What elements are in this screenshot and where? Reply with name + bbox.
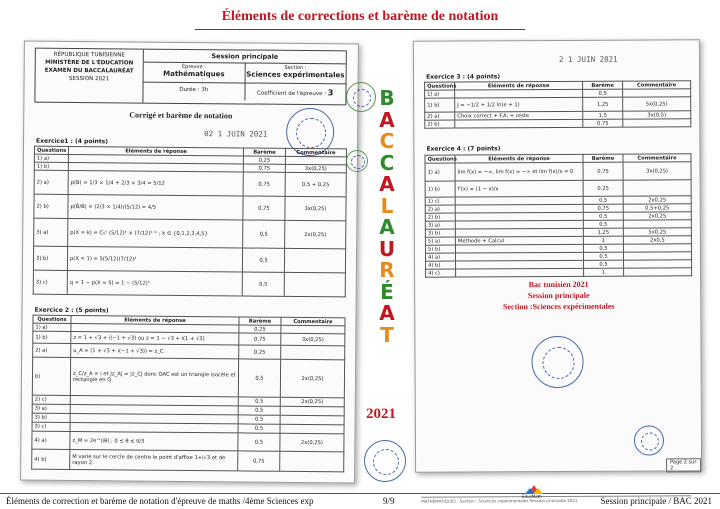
comment-cell bbox=[624, 268, 692, 276]
question-cell: 1) b) bbox=[34, 162, 68, 170]
col-commentaire: Commentaire bbox=[281, 317, 345, 326]
ministry-block bbox=[35, 49, 143, 103]
epreuve-value: Mathématiques bbox=[163, 69, 225, 79]
col-bareme: Barème bbox=[583, 154, 623, 162]
bareme-cell: 0,5 bbox=[584, 260, 624, 268]
comment-cell: 3x(0,5) bbox=[623, 111, 691, 119]
ministry-seal-icon bbox=[364, 440, 406, 482]
question-cell: 4) a) bbox=[32, 431, 70, 449]
title-letter: B bbox=[379, 86, 395, 110]
comment-cell: 3x(0,25) bbox=[285, 164, 346, 173]
question-cell: 1) a) bbox=[33, 323, 71, 331]
duration: Durée : 3h bbox=[143, 83, 245, 101]
section-value: Sciences expérimentales bbox=[246, 70, 345, 80]
comment-cell bbox=[284, 272, 345, 297]
answer-cell bbox=[456, 268, 584, 277]
comment-cell: 2x0,25 bbox=[623, 196, 691, 204]
date-stamp: 02 1 JUIN 2021 bbox=[204, 129, 268, 139]
exam-header bbox=[34, 48, 346, 106]
date-stamp-right: 2 1 JUIN 2021 bbox=[558, 54, 618, 64]
bareme-cell: 0,75 bbox=[583, 162, 623, 180]
bareme-cell: 0,75 bbox=[583, 119, 623, 127]
bareme-cell: 1,25 bbox=[583, 228, 623, 236]
question-cell: 5) a) bbox=[425, 237, 455, 245]
table-row bbox=[425, 119, 691, 128]
col-questions: Questions bbox=[34, 146, 68, 154]
sheet-footer: MATHÉMATIQUES - Section : Sciences expérimentales Session principale 2021 bbox=[421, 495, 691, 503]
answer-cell: J = −1/2 + 1/2 ln(e + 1) bbox=[455, 97, 583, 112]
question-cell: 3) c) bbox=[33, 270, 67, 294]
footer-right-text: Session principale / BAC 2021 bbox=[600, 496, 712, 506]
bareme-cell: 0,75 bbox=[239, 333, 281, 345]
title-letter: A bbox=[379, 301, 395, 325]
col-elements: Eléments de réponse bbox=[455, 81, 583, 90]
small-seal-right-icon bbox=[634, 425, 664, 455]
question-cell: 3) c) bbox=[32, 422, 70, 431]
comment-cell: 2x(0,25) bbox=[280, 359, 344, 398]
note-line-1: Bac tunisien 2021 bbox=[528, 279, 589, 290]
bareme-cell: 0,75 bbox=[243, 196, 285, 220]
title-letter: R bbox=[379, 258, 395, 282]
comment-cell bbox=[281, 345, 345, 360]
title-letter: A bbox=[379, 172, 395, 196]
bareme-cell: 0,5 bbox=[238, 397, 280, 406]
baccalaureat-vertical-title bbox=[374, 88, 400, 346]
comment-cell: 2x0,5 bbox=[623, 236, 691, 244]
bareme-cell: 1 bbox=[583, 236, 623, 244]
bareme-cell: 0,75 bbox=[243, 164, 285, 172]
question-cell: 1) c) bbox=[425, 197, 455, 205]
comment-cell: 2x(0,25) bbox=[280, 397, 344, 407]
answer-cell: p(B) = 1/3 × 1/4 + 2/3 × 3/4 = 5/12 bbox=[68, 170, 243, 196]
comment-cell: 3x(0,25) bbox=[623, 162, 691, 180]
page-title: Éléments de corrections et barème de notation bbox=[221, 9, 499, 24]
col-commentaire: Commentaire bbox=[623, 154, 691, 162]
table-row bbox=[34, 194, 346, 221]
epreuve-cell bbox=[144, 63, 246, 83]
exercise2-table bbox=[31, 315, 345, 473]
session-label: Session principale bbox=[144, 50, 346, 65]
bareme-cell: 0,5 bbox=[583, 244, 623, 252]
answer-cell: u_A = (1 + √3 + i(−1 + √3)) = z_C bbox=[71, 343, 239, 358]
col-commentaire: Commentaire bbox=[285, 148, 346, 157]
title-letter: A bbox=[379, 215, 395, 239]
comment-cell bbox=[623, 119, 691, 127]
bareme-cell: 0,5 bbox=[583, 196, 623, 204]
bareme-cell: 0,5 bbox=[238, 359, 280, 397]
bareme-cell: 0,75 bbox=[238, 451, 280, 471]
answer-cell: lim f(x) = −∞, lim f(x) = −∞ et lim f(x)/x = 0 bbox=[455, 162, 583, 181]
question-cell: 3) b) bbox=[32, 413, 70, 422]
question-cell: 2) b) bbox=[425, 213, 455, 221]
title-letter: C bbox=[379, 150, 395, 175]
comment-cell bbox=[284, 248, 345, 273]
answer-cell: p(B̄/B) = (2/3 × 1/4)/(5/12) = 4/5 bbox=[68, 194, 243, 220]
exercise2-title: Exercice 2 : (5 points) bbox=[34, 306, 109, 315]
question-cell: 1) a) bbox=[34, 154, 68, 162]
question-cell: 2) b) bbox=[34, 194, 68, 218]
title-letter: É bbox=[380, 279, 394, 304]
table-row bbox=[425, 180, 691, 197]
table-row bbox=[33, 270, 345, 297]
corrige-title: Corrigé et barème de notation bbox=[129, 110, 233, 121]
question-cell: 1) b) bbox=[425, 98, 455, 112]
question-cell: 1) a) bbox=[425, 163, 455, 181]
question-cell: 4) b) bbox=[32, 449, 70, 469]
green-seal-small-icon bbox=[346, 150, 368, 172]
title-letter: U bbox=[378, 236, 396, 261]
bareme-cell: 0,5 bbox=[243, 220, 285, 248]
col-elements: Eléments de réponse bbox=[71, 315, 239, 324]
bareme-cell: 0,25 bbox=[243, 156, 285, 164]
coefficient-cell bbox=[245, 83, 346, 101]
bareme-cell: 0,5 bbox=[238, 424, 280, 433]
left-correction-sheet bbox=[20, 41, 359, 484]
official-seal-right-icon bbox=[531, 336, 583, 388]
question-cell: 3) b) bbox=[425, 229, 455, 237]
question-cell: 3) b) bbox=[33, 246, 67, 270]
answer-cell: p(X = k) = C₅ᵏ (5/12)ᵏ × (7/12)⁵⁻ᵏ ; k ∈ {0,1,2,3,4,5} bbox=[68, 218, 243, 248]
ministry-line: MINISTÈRE DE L'ÉDUCATION bbox=[45, 59, 134, 67]
question-cell: 3) a) bbox=[425, 221, 455, 229]
logo-text: EducMath bbox=[522, 494, 542, 499]
bareme-cell: 0,25 bbox=[583, 180, 623, 196]
comment-cell: 0,5 + 0,25 bbox=[285, 172, 346, 197]
question-cell: 2) a) bbox=[425, 205, 455, 213]
bareme-cell: 0,5 bbox=[583, 252, 623, 260]
question-cell: 2) a) bbox=[33, 343, 71, 357]
table-row bbox=[426, 268, 692, 277]
note-line-3: Section :Sciences expérimentales bbox=[502, 301, 615, 312]
title-underline bbox=[195, 29, 525, 30]
footer-left-text: Éléments de correction et barème de notation d'épreuve de maths /4ème Sciences exp bbox=[6, 496, 314, 506]
table-row bbox=[33, 246, 345, 273]
col-bareme: Barème bbox=[583, 81, 623, 89]
bottom-footer bbox=[0, 493, 720, 509]
question-cell: 2) a) bbox=[34, 170, 68, 194]
answer-cell: p(X = 1) = 5(5/12)(7/12)⁴ bbox=[67, 246, 242, 272]
answer-cell: z_C/z_A = i et |z_A| = |z_C| donc OAC est un triangle isocèle et rectangle en O. bbox=[70, 357, 238, 396]
exercise1-title: Exercice1 : (4 points) bbox=[36, 137, 108, 146]
comment-cell: 2x0,25 bbox=[623, 212, 691, 220]
bareme-cell: 0,5 bbox=[238, 433, 280, 451]
bareme-cell: 1 bbox=[584, 268, 624, 276]
comment-cell: 0,5+0,25 bbox=[623, 204, 691, 212]
note-line-2: Session principale bbox=[527, 290, 590, 301]
session-year-line: SESSION 2021 bbox=[68, 75, 110, 83]
section-label: Section : bbox=[284, 64, 307, 72]
bareme-cell: 0,25 bbox=[239, 325, 281, 333]
question-cell: 1) b) bbox=[33, 331, 71, 343]
col-questions: Questions bbox=[425, 155, 455, 163]
table-row bbox=[425, 97, 691, 112]
answer-cell: z_M = 2e^(iθ) ; 0 ≤ θ ≤ π/3 bbox=[70, 431, 238, 450]
question-cell: 2) c) bbox=[32, 395, 70, 404]
coefficient-value: 3 bbox=[327, 88, 334, 98]
comment-cell: 3x(0,25) bbox=[281, 333, 345, 346]
question-cell: b) bbox=[32, 357, 70, 395]
exam-info bbox=[143, 50, 345, 105]
sheet-page-number: Page 2 sur 2 bbox=[666, 458, 701, 472]
comment-cell bbox=[623, 180, 691, 196]
question-cell: 4) c) bbox=[426, 269, 456, 277]
table-row bbox=[32, 449, 344, 472]
bareme-cell: 0,5 bbox=[583, 212, 623, 220]
exercise1-table bbox=[33, 146, 347, 298]
comment-cell: 2x(0,25) bbox=[285, 220, 346, 249]
comment-cell: 2x(0,25) bbox=[280, 433, 344, 452]
question-cell: 1) b) bbox=[425, 181, 455, 197]
col-questions: Questions bbox=[33, 315, 71, 323]
table-row bbox=[34, 218, 346, 249]
answer-cell: z = 1 + √3 + i(−1 + √3) ou z = 1 − √3 + i(1 + √3) bbox=[71, 331, 239, 344]
question-cell: 3) a) bbox=[34, 218, 68, 246]
bareme-cell: 0,5 bbox=[242, 272, 284, 296]
col-commentaire: Commentaire bbox=[623, 81, 691, 89]
exam-line: EXAMEN DU BACCALAURÉAT bbox=[44, 67, 134, 75]
bareme-cell: 0,75 bbox=[583, 204, 623, 212]
title-letter: A bbox=[379, 107, 395, 132]
bareme-cell: 0,5 bbox=[583, 220, 623, 228]
table-row bbox=[425, 162, 691, 181]
comment-cell: 5x0,25 bbox=[623, 228, 691, 236]
col-bareme: Barème bbox=[239, 317, 281, 325]
comment-cell: 5x(0,25) bbox=[623, 97, 691, 111]
comment-cell bbox=[280, 451, 344, 472]
exercise3-title: Exercice 3 : (4 points) bbox=[426, 73, 501, 81]
bareme-cell: 0,25 bbox=[239, 345, 281, 359]
footer-page-number: 9/9 bbox=[383, 496, 395, 506]
bareme-cell: 1,5 bbox=[583, 111, 623, 119]
bareme-cell: 1,25 bbox=[583, 97, 623, 111]
question-cell: 3) a) bbox=[32, 404, 70, 413]
col-elements: Eléments de réponse bbox=[68, 146, 243, 156]
question-cell: 4) b) bbox=[426, 261, 456, 269]
bareme-cell: 0,5 bbox=[242, 248, 284, 272]
section-cell bbox=[245, 63, 346, 83]
country-line: RÉPUBLIQUE TUNISIENNE bbox=[53, 51, 125, 59]
exercise3-table bbox=[424, 80, 691, 128]
exercise4-table bbox=[424, 153, 692, 277]
answer-cell bbox=[455, 119, 583, 128]
bareme-cell: 0,75 bbox=[243, 172, 285, 196]
table-row bbox=[34, 170, 346, 197]
col-questions: Questions bbox=[425, 82, 455, 90]
question-cell: 2) b) bbox=[425, 120, 455, 128]
bareme-cell: 0,5 bbox=[583, 89, 623, 97]
answer-cell: Méthode + Calcul bbox=[455, 236, 583, 245]
question-cell: 5) b) bbox=[425, 245, 455, 253]
title-letter: L bbox=[380, 193, 394, 218]
answer-cell: Choix correct + F.A. + reste bbox=[455, 111, 583, 120]
exercise4-title: Exercice 4 : (7 points) bbox=[426, 145, 501, 153]
title-letter: T bbox=[380, 322, 394, 347]
answer-cell: M varie sur le cercle de centre le point d'affixe 1+i√3 et de rayon 2. bbox=[70, 449, 238, 470]
coefficient-label: Coefficient de l'épreuve : bbox=[257, 90, 327, 98]
question-cell: 4) a) bbox=[425, 253, 455, 261]
educmath-logo-icon bbox=[524, 485, 544, 499]
title-letter: C bbox=[379, 129, 395, 153]
year-label: 2021 bbox=[366, 406, 396, 422]
question-cell: 2) a) bbox=[425, 112, 455, 120]
bac-note bbox=[415, 278, 702, 313]
bareme-cell: 0,5 bbox=[238, 406, 280, 415]
bareme-cell: 0,5 bbox=[238, 415, 280, 424]
question-cell: 1) a) bbox=[425, 90, 455, 98]
col-bareme: Barème bbox=[243, 148, 285, 156]
green-seal-icon bbox=[346, 82, 376, 112]
answer-cell: q = 1 − p(X = 5) = 1 − (5/12)⁵ bbox=[67, 270, 242, 296]
epreuve-label: Épreuve : bbox=[182, 63, 206, 71]
table-row bbox=[32, 357, 344, 398]
answer-cell: f'(x) = (1 − x)/x bbox=[455, 180, 583, 197]
col-elements: Eléments de réponse bbox=[455, 154, 583, 163]
comment-cell: 3x(0,25) bbox=[285, 196, 346, 221]
